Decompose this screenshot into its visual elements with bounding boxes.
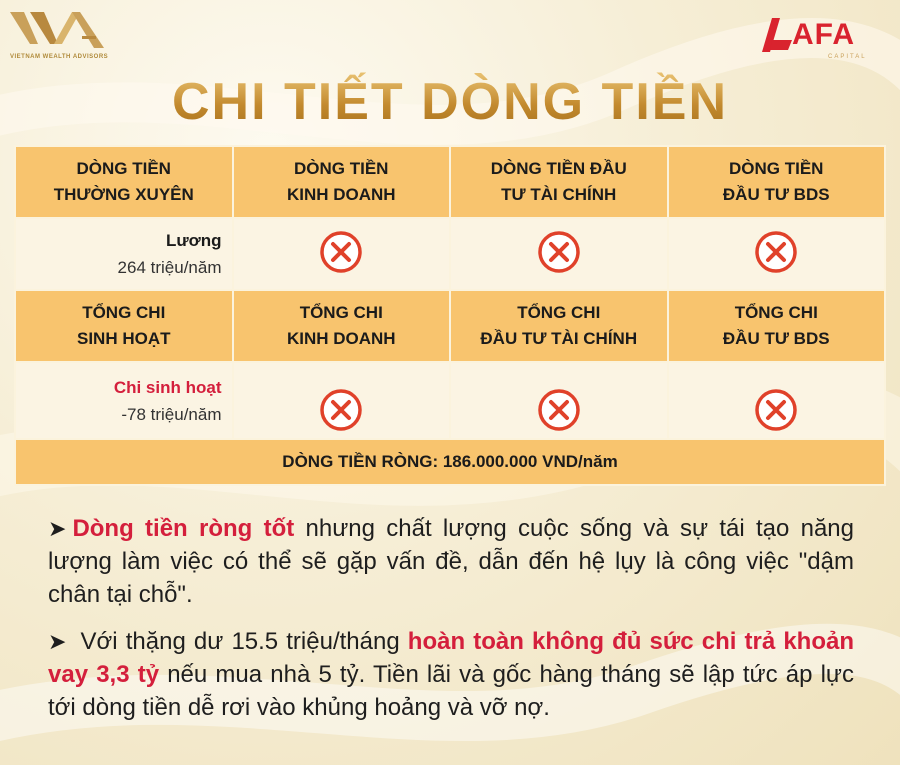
afa-logo (758, 12, 878, 64)
header-cell: DÒNG TIỀN KINH DOANH (233, 146, 451, 218)
income-header-row (15, 146, 885, 218)
header-cell: TỔNG CHI SINH HOẠT (15, 290, 233, 362)
salary-label: Lương (165, 231, 222, 250)
empty-cell (233, 218, 451, 290)
cashflow-table (14, 145, 886, 486)
x-circle-icon (318, 387, 364, 433)
highlight-text: Dòng tiền ròng tốt (72, 515, 295, 542)
body-text: Với thặng dư 15.5 triệu/tháng (72, 628, 408, 655)
afa-logo-word: AFA (792, 18, 855, 51)
afa-logo-mark (758, 16, 794, 56)
income-value-row (15, 218, 885, 290)
salary-value: 264 triệu/năm (117, 258, 222, 277)
net-cashflow-row (15, 439, 885, 485)
header-cell: DÒNG TIỀN ĐẦU TƯ TÀI CHÍNH (450, 146, 668, 218)
expense-header-row (15, 290, 885, 362)
paragraph-2 (48, 625, 854, 724)
afa-logo-caption: CAPITAL (828, 54, 867, 60)
header-cell: TỔNG CHI KINH DOANH (233, 290, 451, 362)
x-circle-icon (753, 387, 799, 433)
x-circle-icon (536, 387, 582, 433)
empty-cell (668, 362, 886, 439)
net-cashflow: DÒNG TIỀN RÒNG: 186.000.000 VND/năm (15, 439, 885, 485)
header-cell: DÒNG TIỀN THƯỜNG XUYÊN (15, 146, 233, 218)
page-title: CHI TIẾT DÒNG TIỀN (0, 72, 900, 132)
living-expense-label: Chi sinh hoạt (113, 377, 222, 397)
living-expense-cell (15, 362, 233, 439)
empty-cell (450, 362, 668, 439)
body-text: nếu mua nhà 5 tỷ. Tiền lãi và gốc hàng tháng sẽ lập tức áp lực tới dòng tiền dễ rơi vào khủng hoảng và vỡ nợ. (48, 661, 854, 721)
vwa-logo-text: VIETNAM WEALTH ADVISORS (10, 54, 109, 60)
x-circle-icon (318, 229, 364, 275)
empty-cell (233, 362, 451, 439)
arrow-bullet-icon: ➤ (48, 629, 67, 654)
highlight-text: hoàn toàn không đủ sức chi trả khoản vay 3,3 tỷ (48, 628, 854, 688)
arrow-bullet-icon: ➤ (48, 516, 67, 541)
empty-cell (450, 218, 668, 290)
paragraph-1 (48, 512, 854, 611)
living-expense-value: -78 triệu/năm (121, 404, 222, 424)
header-cell: TỔNG CHI ĐẦU TƯ TÀI CHÍNH (450, 290, 668, 362)
header-cell: DÒNG TIỀN ĐẦU TƯ BDS (668, 146, 886, 218)
expense-value-row (15, 362, 885, 439)
vwa-logo (8, 8, 118, 62)
x-circle-icon (753, 229, 799, 275)
x-circle-icon (536, 229, 582, 275)
empty-cell (668, 218, 886, 290)
header-cell: TỔNG CHI ĐẦU TƯ BDS (668, 290, 886, 362)
body-text: nhưng chất lượng cuộc sống và sự tái tạo năng lượng làm việc có thể sẽ gặp vấn đề, dẫn đến hệ lụy là công việc "dậm chân tại chỗ". (48, 515, 855, 608)
salary-cell (15, 218, 233, 290)
vwa-logo-mark (8, 8, 108, 52)
